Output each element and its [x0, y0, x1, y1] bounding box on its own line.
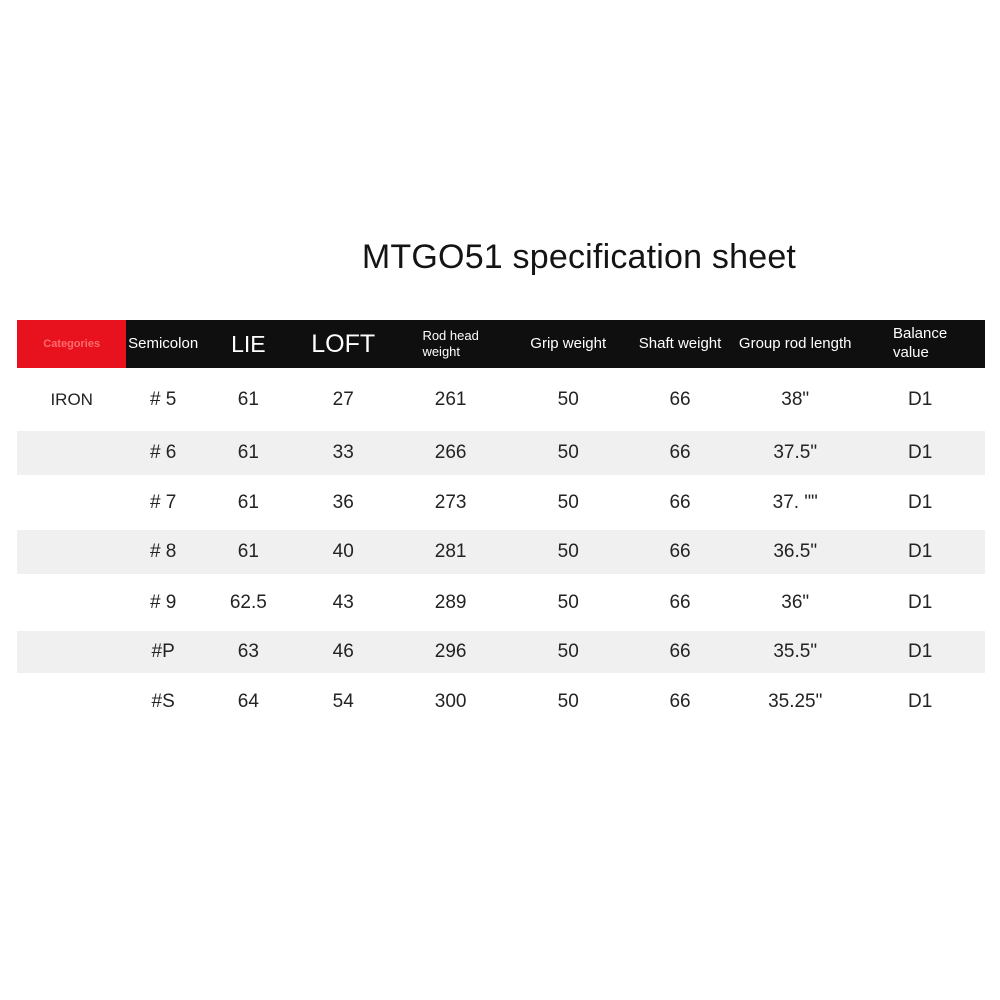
cell-categories: [17, 574, 126, 631]
cell-shaft_weight: 66: [669, 442, 691, 463]
cell-grip_weight: 50: [557, 641, 579, 662]
column-header-rod_head_weight: [390, 320, 512, 368]
column-header-shaft_weight: Shaft weight: [625, 320, 735, 368]
cell-shaft_weight: 66: [669, 641, 691, 662]
cell-categories: [17, 530, 126, 574]
cell-loft: 36: [332, 491, 354, 513]
table-row: [17, 475, 985, 530]
cell-categories: IRON: [50, 389, 93, 409]
cell-lie: 61: [237, 491, 259, 513]
cell-grip_weight: 50: [557, 541, 579, 562]
cell-grip_weight: 50: [557, 491, 579, 513]
cell-loft: 27: [332, 388, 354, 410]
cell-semicolon: # 6: [149, 442, 177, 463]
cell-balance_value: D1: [907, 388, 933, 410]
cell-group_rod_length: 37.5": [773, 442, 818, 463]
cell-lie: 61: [237, 442, 259, 463]
cell-loft: 33: [332, 442, 354, 463]
cell-rod_head_weight: 261: [434, 388, 467, 410]
cell-balance_value: D1: [907, 541, 933, 562]
cell-group_rod_length: 36.5": [773, 541, 818, 562]
table-row: [17, 368, 985, 431]
cell-grip_weight: 50: [557, 591, 579, 613]
cell-group_rod_length: 35.5": [773, 641, 818, 662]
cell-shaft_weight: 66: [669, 491, 691, 513]
table-row: [17, 631, 985, 673]
cell-rod_head_weight: 266: [434, 442, 467, 463]
cell-lie: 62.5: [229, 591, 267, 613]
cell-loft: 46: [332, 641, 354, 662]
table-body: [17, 368, 985, 730]
cell-semicolon: #P: [151, 641, 175, 662]
cell-semicolon: # 5: [149, 388, 177, 410]
cell-semicolon: # 8: [149, 541, 177, 562]
cell-semicolon: # 9: [149, 591, 177, 613]
cell-grip_weight: 50: [557, 690, 579, 712]
cell-shaft_weight: 66: [669, 388, 691, 410]
cell-lie: 63: [237, 641, 259, 662]
cell-group_rod_length: 38": [781, 388, 810, 410]
cell-balance_value: D1: [907, 491, 933, 513]
cell-semicolon: # 7: [149, 491, 177, 513]
cell-rod_head_weight: 296: [434, 641, 467, 662]
column-header-grip_weight: Grip weight: [512, 320, 625, 368]
cell-loft: 54: [332, 690, 354, 712]
cell-group_rod_length: 35.25": [768, 690, 823, 712]
cell-grip_weight: 50: [557, 388, 579, 410]
cell-categories: [17, 631, 126, 673]
page-title: MTGO51 specification sheet: [361, 238, 797, 276]
cell-group_rod_length: 36": [781, 591, 810, 613]
cell-shaft_weight: 66: [669, 541, 691, 562]
cell-categories: [17, 475, 126, 530]
table-row: [17, 530, 985, 574]
table-header-row: [17, 320, 985, 368]
cell-loft: 40: [332, 541, 354, 562]
cell-shaft_weight: 66: [669, 690, 691, 712]
spec-table: [17, 320, 985, 730]
cell-loft: 43: [332, 591, 354, 613]
cell-balance_value: D1: [907, 591, 933, 613]
table-row: [17, 574, 985, 631]
column-header-group_rod_length: Group rod length: [735, 320, 855, 368]
column-header-loft: LOFT: [297, 320, 390, 368]
cell-rod_head_weight: 289: [434, 591, 467, 613]
cell-rod_head_weight: 281: [434, 541, 467, 562]
cell-categories: [17, 673, 126, 730]
cell-semicolon: #S: [151, 690, 175, 712]
column-header-label: Balance value: [893, 325, 948, 361]
cell-lie: 61: [237, 541, 259, 562]
column-header-balance_value: [855, 320, 985, 368]
column-header-semicolon: Semicolon: [126, 320, 200, 368]
cell-shaft_weight: 66: [669, 591, 691, 613]
cell-grip_weight: 50: [557, 442, 579, 463]
cell-balance_value: D1: [907, 690, 933, 712]
cell-group_rod_length: 37. "": [772, 491, 818, 513]
cell-lie: 61: [237, 388, 259, 410]
cell-balance_value: D1: [907, 442, 933, 463]
table-row: [17, 673, 985, 730]
cell-rod_head_weight: 273: [434, 491, 467, 513]
cell-categories: [17, 431, 126, 475]
cell-balance_value: D1: [907, 641, 933, 662]
column-header-lie: LIE: [200, 320, 297, 368]
column-header-label: Rod head weight: [422, 327, 479, 359]
cell-lie: 64: [237, 690, 259, 712]
table-row: [17, 431, 985, 475]
column-header-categories: Categories: [17, 320, 126, 368]
cell-rod_head_weight: 300: [434, 690, 467, 712]
